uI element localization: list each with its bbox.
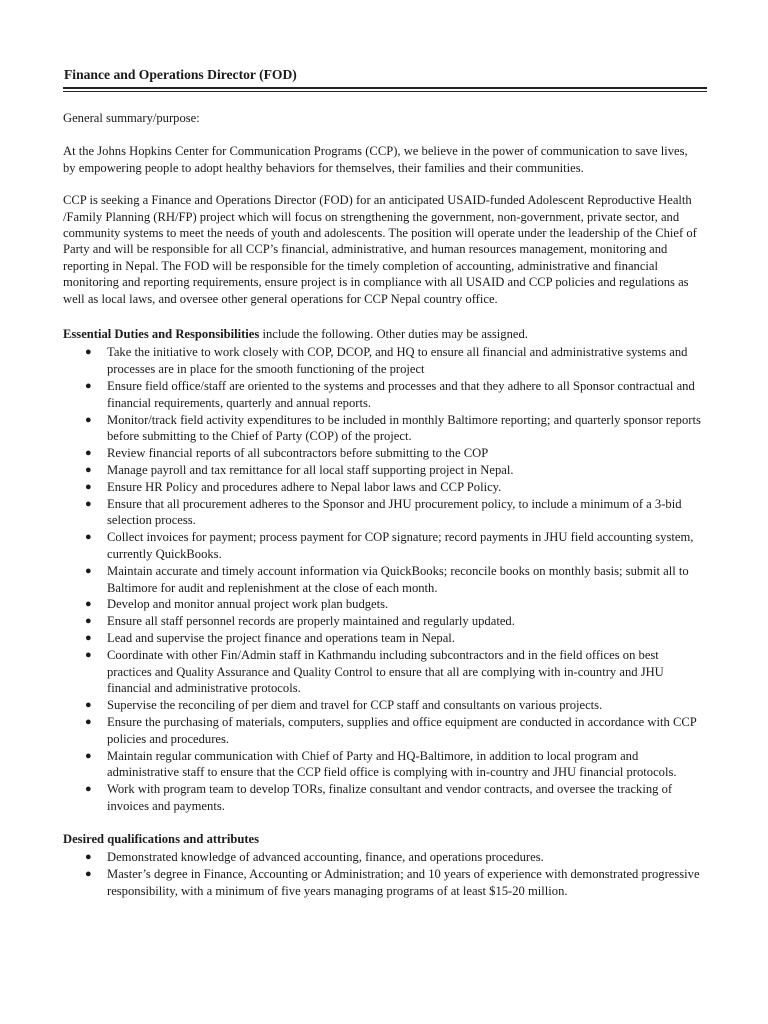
duty-item [63,344,703,378]
duty-item [63,496,703,530]
duty-item-text: Ensure all staff personnel records are properly maintained and regularly updated. [107,614,515,629]
bullet-icon: ● [85,464,92,477]
duty-item [63,781,703,815]
duty-item-text: Ensure field office/staff are oriented to the systems and processes and that they adhere to all Sponsor contractual and financial requirements, quarterly and annual reports. [107,379,695,410]
bullet-icon: ● [85,648,92,661]
bullet-icon: ● [85,699,92,712]
bullet-icon: ● [85,716,92,728]
summary-label: General summary/purpose: [63,111,200,125]
duty-item [63,479,703,496]
duty-item [63,748,703,782]
duties-heading: Essential Duties and Responsibilities [63,327,260,342]
duty-item-text: Maintain accurate and timely account information via QuickBooks; reconcile books on monthly basis; submit all to Baltimore for audit and replenishment at the close of each month. [107,563,689,595]
bullet-icon: ● [85,380,92,393]
duty-item [63,462,703,479]
duty-item-text: Work with program team to develop TORs, finalize consultant and vendor contracts, and oversee the tracking of invoices and payments. [107,782,673,813]
duty-item [63,697,703,714]
duty-item-text: Supervise the reconciling of per diem and travel for CCP staff and consultants on various projects. [107,698,603,713]
duty-item [63,613,703,630]
bullet-icon: ● [85,598,92,611]
document-page [63,66,703,900]
duty-item [63,563,703,597]
duty-item-text: Review financial reports of all subcontractors before submitting to the COP [107,446,489,461]
bullet-icon: ● [85,497,92,510]
duty-item-text: Ensure the purchasing of materials, computers, supplies and office equipment are conducted in accordance with CCP policies and procedures. [107,715,697,746]
duty-item-text: Ensure HR Policy and procedures adhere to Nepal labor laws and CCP Policy. [107,479,502,494]
duty-item-text: Develop and monitor annual project work plan budgets. [107,597,389,612]
qualification-item [63,849,703,866]
duty-item [63,378,703,412]
bullet-icon: ● [85,632,92,645]
duty-item [63,529,703,563]
duties-intro-line [63,326,703,342]
bullet-icon: ● [85,564,92,577]
bullet-icon: ● [85,346,92,359]
bullet-icon: ● [85,783,92,796]
intro-paragraph: At the Johns Hopkins Center for Communication Programs (CCP), we believe in the power of communication to save lives, by empowering people to adopt healthy behaviors for themselves, their families and their communities. [63,144,688,175]
bullet-icon: ● [85,480,92,493]
duty-item [63,596,703,613]
duty-item-text: Lead and supervise the project finance and operations team in Nepal. [107,631,455,646]
bullet-icon: ● [85,851,92,864]
duty-item-text: Monitor/track field activity expenditures to be included in monthly Baltimore reporting; and quarterly sponsor reports before submitting to the Chief of Party (COP) of the project. [107,412,701,444]
bullet-icon: ● [85,413,92,426]
bullet-icon: ● [85,749,92,762]
duty-item-text: Take the initiative to work closely with COP, DCOP, and HQ to ensure all financial and administrative systems and processes are in place for the smooth functioning of the project [107,345,688,377]
bullet-icon: ● [85,867,92,880]
duty-item-text: Maintain regular communication with Chief of Party and HQ-Baltimore, in addition to local program and administrative staff to ensure that the CCP field office is complying with in-country and JHU financial protocols. [107,748,677,780]
bullet-icon: ● [85,531,92,544]
duty-item-text: Coordinate with other Fin/Admin staff in Kathmandu including subcontractors and in the field offices on best practices and Quality Assurance and Quality Control to ensure that all are complying with in-country and JHU financial and administrative protocols. [107,647,664,696]
qualification-item-text: Demonstrated knowledge of advanced accounting, finance, and operations procedures. [107,850,544,865]
duties-list [63,344,703,814]
bullet-icon: ● [85,615,92,628]
position-paragraph: CCP is seeking a Finance and Operations Director (FOD) for an anticipated USAID-funded Adolescent Reproductive Health /Family Planning (RH/FP) project which will focus on strengthening the government, non-government, private sector, and community systems to meet the needs of youth and adolescents. The position will operate under the leadership of the Chief of Party and will be responsible for all CCP’s financial, administrative, and human resources management, monitoring and reporting in Nepal. The FOD will be responsible for the timely completion of accounting, administrative and financial monitoring and reporting requirements, ensure project is in compliance with all USAID and CCP policies and regulations as well as local laws, and oversee other general operations for CCP Nepal country office. [63,193,697,306]
duty-item [63,647,703,697]
duty-item [63,412,703,446]
title-double-rule [63,87,707,89]
duty-item-text: Ensure that all procurement adheres to the Sponsor and JHU procurement policy, to include a minimum of a 3-bid selection process. [107,496,682,528]
qualifications-list [63,849,703,899]
qualification-item [63,866,703,900]
duties-intro-text: include the following. Other duties may be assigned. [259,327,528,342]
duty-item [63,714,703,748]
duty-item-text: Manage payroll and tax remittance for all local staff supporting project in Nepal. [107,463,514,478]
duty-item [63,630,703,647]
bullet-icon: ● [85,447,92,460]
qualification-item-text: Master’s degree in Finance, Accounting or Administration; and 10 years of experience with demonstrated progressive responsibility, with a minimum of five years managing programs of at least $15-20 million. [107,866,700,898]
duty-item-text: Collect invoices for payment; process payment for COP signature; record payments in JHU field accounting system, currently QuickBooks. [107,530,694,562]
duty-item [63,445,703,462]
document-title: Finance and Operations Director (FOD) [64,67,297,82]
qualifications-heading: Desired qualifications and attributes [63,831,260,846]
